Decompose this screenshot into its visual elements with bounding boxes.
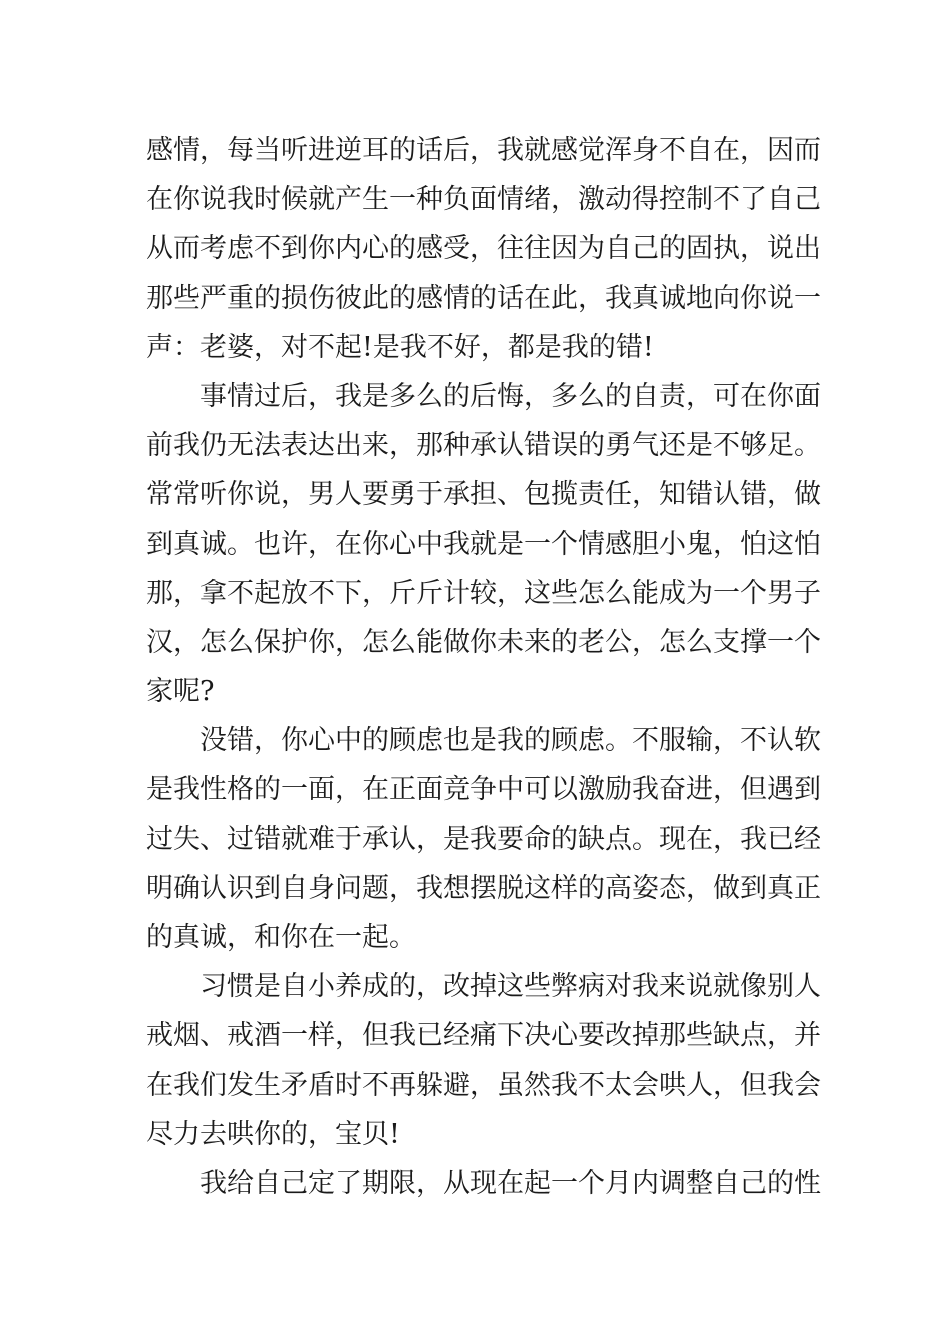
text-line: 在你说我时候就产生一种负面情绪，激动得控制不了自己 — [146, 184, 821, 216]
text-line: 到真诚。也许，在你心中我就是一个情感胆小鬼，怕这怕 — [146, 528, 821, 560]
paragraph-first-line: 习惯是自小养成的，改掉这些弊病对我来说就像别人 — [200, 971, 821, 1003]
text-line: 过失、过错就难于承认，是我要命的缺点。现在，我已经 — [146, 823, 821, 855]
text-line: 前我仍无法表达出来，那种承认错误的勇气还是不够足。 — [146, 430, 821, 462]
paragraph-first-line: 事情过后，我是多么的后悔，多么的自责，可在你面 — [200, 380, 821, 412]
body-text — [146, 126, 821, 1208]
text-line: 是我性格的一面，在正面竞争中可以激励我奋进，但遇到 — [146, 774, 821, 806]
text-line: 声：老婆，对不起!是我不好，都是我的错! — [146, 331, 654, 363]
paragraph-first-line: 我给自己定了期限，从现在起一个月内调整自己的性 — [200, 1167, 821, 1199]
text-line: 从而考虑不到你内心的感受，往往因为自己的固执，说出 — [146, 233, 821, 265]
text-line: 明确认识到自身问题，我想摆脱这样的高姿态，做到真正 — [146, 872, 821, 904]
paragraph-first-line: 没错，你心中的顾虑也是我的顾虑。不服输，不认软 — [200, 725, 821, 757]
text-line: 戒烟、戒酒一样，但我已经痛下决心要改掉那些缺点，并 — [146, 1020, 821, 1052]
text-line: 家呢? — [146, 676, 215, 708]
text-line: 那，拿不起放不下，斤斤计较，这些怎么能成为一个男子 — [146, 577, 821, 609]
text-line: 尽力去哄你的，宝贝! — [146, 1118, 400, 1150]
text-line: 在我们发生矛盾时不再躲避，虽然我不太会哄人，但我会 — [146, 1069, 821, 1101]
text-line: 那些严重的损伤彼此的感情的话在此，我真诚地向你说一 — [146, 282, 821, 314]
text-line: 的真诚，和你在一起。 — [146, 922, 416, 953]
text-line: 常常听你说，男人要勇于承担、包揽责任，知错认错，做 — [146, 479, 821, 511]
text-line: 感情，每当听进逆耳的话后，我就感觉浑身不自在，因而 — [146, 135, 821, 166]
text-line: 汉，怎么保护你，怎么能做你未来的老公，怎么支撑一个 — [146, 626, 821, 658]
